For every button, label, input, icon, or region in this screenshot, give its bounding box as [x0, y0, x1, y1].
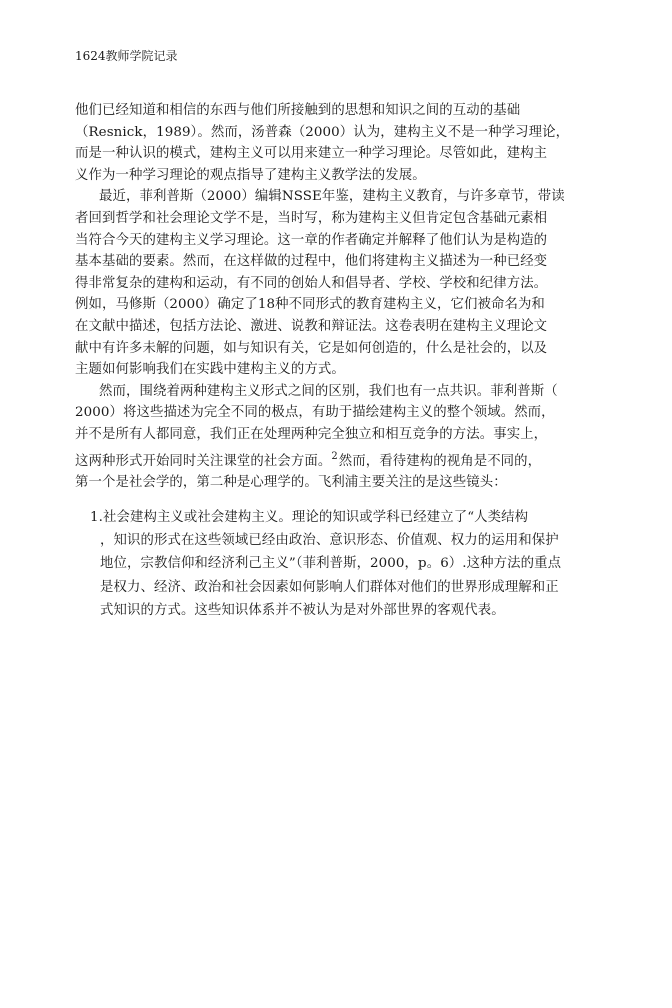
text-line: 然而，围绕着两种建构主义形式之间的区别，我们也有一点共识。菲利普斯（ [99, 383, 558, 399]
text-segment: 然而，看待建构的视角是不同的， [338, 453, 542, 469]
text-line: 在文献中描述，包括方法论、激进、说教和辩证法。这卷表明在建构主义理论文 [75, 318, 548, 334]
text-line: 基本基础的要素。然而，在这样做的过程中，他们将建构主义描述为一种已经变 [75, 254, 548, 270]
list-line: 地位，宗教信仰和经济利己主义”（菲利普斯，2000，p。6）.这种方法的重点 [100, 556, 562, 572]
text-line: 最近，菲利普斯（2000）编辑NSSE年鉴，建构主义教育，与许多章节，带读 [99, 189, 565, 205]
text-line: 例如，马修斯（2000）确定了18种不同形式的教育建构主义，它们被命名为和 [75, 297, 545, 313]
paragraph-1 [75, 100, 603, 186]
list-line: ，知识的形式在这些领域已经由政治、意识形态、价值观、权力的运用和保护 [100, 533, 559, 549]
paragraph-2 [75, 186, 603, 380]
paragraph-3 [75, 381, 603, 494]
text-segment: 这两种形式开始同时关注课堂的社会方面。 [75, 453, 332, 469]
text-line: 2000）将这些描述为完全不同的极点，有助于描绘建构主义的整个领域。然而， [75, 405, 555, 421]
text-line: 者回到哲学和社会理论文学不是，当时写，称为建构主义但肯定包含基础元素相 [75, 210, 548, 226]
footnote-marker: 2 [331, 450, 338, 462]
text-line: 献中有许多未解的问题，如与知识有关，它是如何创造的，什么是社会的，以及 [75, 340, 548, 356]
body-text [75, 100, 603, 494]
text-line: 义作为一种学习理论的观点指导了建构主义教学法的发展。 [75, 167, 426, 183]
text-line: 当符合今天的建构主义学习理论。这一章的作者确定并解释了他们认为是构造的 [75, 232, 548, 248]
text-line: 第一个是社会学的，第二种是心理学的。飞利浦主要关注的是这些镜头： [75, 475, 507, 491]
text-line: 得非常复杂的建构和运动，有不同的创始人和倡导者、学校、学校和纪律方法。 [75, 275, 548, 291]
text-line: 而是一种认识的模式，建构主义可以用来建立一种学习理论。尽管如此，建构主 [75, 146, 548, 162]
numbered-list-item [90, 506, 610, 622]
text-line: 他们已经知道和相信的东西与他们所接触到的思想和知识之间的互动的基础 [75, 103, 521, 118]
text-line: （Resnick，1989）。然而，汤普森（2000）认为，建构主义不是一种学习理论， [75, 124, 570, 140]
page-header: 1624教师学院记录 [75, 49, 178, 63]
text-line: 并不是所有人都同意，我们正在处理两种完全独立和相互竞争的方法。事实上， [75, 426, 548, 442]
list-line: 是权力、经济、政治和社会因素如何影响人们群体对他们的世界形成理解和正 [100, 579, 559, 595]
text-line: 主题如何影响我们在实践中建构主义的方式。 [75, 362, 345, 378]
list-line: 式知识的方式。这些知识体系并不被认为是对外部世界的客观代表。 [100, 602, 505, 618]
text-line-with-footnote [75, 446, 603, 473]
list-line: 1.社会建构主义或社会建构主义。理论的知识或学科已经建立了“人类结构 [90, 510, 529, 525]
